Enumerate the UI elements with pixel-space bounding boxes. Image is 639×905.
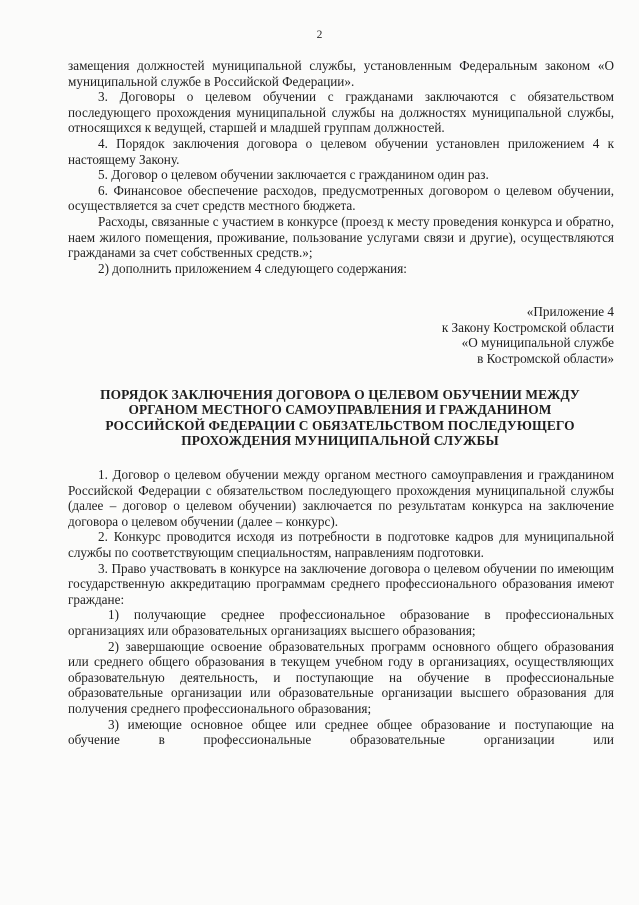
appendix-line-2: к Закону Костромской области	[441, 319, 614, 335]
procedure-item-2: 2. Конкурс проводится исходя из потребности в подготовке кадров для муниципальной службы по соответствующим специальностям, направлениям подготовки.	[68, 529, 614, 560]
appendix-line-4: в Костромской области»	[477, 350, 614, 366]
page-number: 2	[316, 29, 323, 41]
appendix-reference	[350, 304, 614, 366]
paragraph-continuation: замещения должностей муниципальной службы, установленным Федеральным законом «О муниципальной службе в Российской Федерации».	[68, 58, 614, 89]
heading-line-1: ПОРЯДОК ЗАКЛЮЧЕНИЯ ДОГОВОРА О ЦЕЛЕВОМ ОБУЧЕНИИ МЕЖДУ	[100, 387, 580, 402]
heading-line-3: РОССИЙСКОЙ ФЕДЕРАЦИИ С ОБЯЗАТЕЛЬСТВОМ ПОСЛЕДУЮЩЕГО	[105, 417, 575, 433]
law-amendment-text	[68, 58, 614, 276]
heading-line-4: ПРОХОЖДЕНИЯ МУНИЦИПАЛЬНОЙ СЛУЖБЫ	[181, 433, 499, 449]
procedure-item-1: 1. Договор о целевом обучении между органом местного самоуправления и гражданином Российской Федерации с обязательством последующего прохождения муниципальной службы (далее – договор о целевом обучении) заключается по результатам конкурса на заключение договора о целевом обучении (далее – конкурс).	[68, 467, 614, 529]
paragraph-expenses: Расходы, связанные с участием в конкурсе (проезд к месту проведения конкурса и обратно, наем жилого помещения, проживание, пользование услугами связи и другие), осуществляются гражданами за счет собственных средств.»;	[68, 213, 614, 261]
procedure-item-3: 3. Право участвовать в конкурсе на заключение договора о целевом обучении по имеющим государственную аккредитацию программам среднего профессионального образования имеют граждане:	[68, 560, 614, 607]
paragraph-amendment-2: 2) дополнить приложением 4 следующего содержания:	[98, 260, 407, 276]
appendix-line-3: «О муниципальной службе	[461, 335, 614, 351]
procedure-subitem-1: 1) получающие среднее профессиональное образование в профессиональных организациях или образовательных организациях высшего образования;	[68, 607, 614, 638]
appendix-line-1: «Приложение 4	[526, 304, 614, 319]
procedure-subitem-3: 3) имеющие основное общее или среднее общее образование и поступающие на обучение в профессиональные образовательные организации или	[68, 716, 614, 748]
paragraph-item-5: 5. Договор о целевом обучении заключается с гражданином один раз.	[98, 167, 489, 183]
paragraph-item-4: 4. Порядок заключения договора о целевом обучении установлен приложением 4 к настоящему Закону.	[68, 135, 614, 167]
paragraph-item-6: 6. Финансовое обеспечение расходов, предусмотренных договором о целевом обучении, осуществляется за счет средств местного бюджета.	[68, 182, 614, 214]
paragraph-item-3: 3. Договоры о целевом обучении с гражданами заключаются с обязательством последующего прохождения муниципальной службы на должностях муниципальной службы, относящихся к ведущей, старшей и младшей группам должностей.	[68, 89, 614, 136]
heading-line-2: ОРГАНОМ МЕСТНОГО САМОУПРАВЛЕНИЯ И ГРАЖДАНИНОМ	[128, 402, 552, 418]
procedure-text	[68, 467, 614, 748]
section-heading	[60, 387, 620, 449]
procedure-subitem-2: 2) завершающие освоение образовательных программ основного общего образования или среднего общего образования в текущем учебном году в организациях, осуществляющих образовательную деятельность, и поступающие на обучение в профессиональные образовательные организации или образовательные организации высшего образования для получения среднего профессионального образования;	[68, 638, 614, 716]
